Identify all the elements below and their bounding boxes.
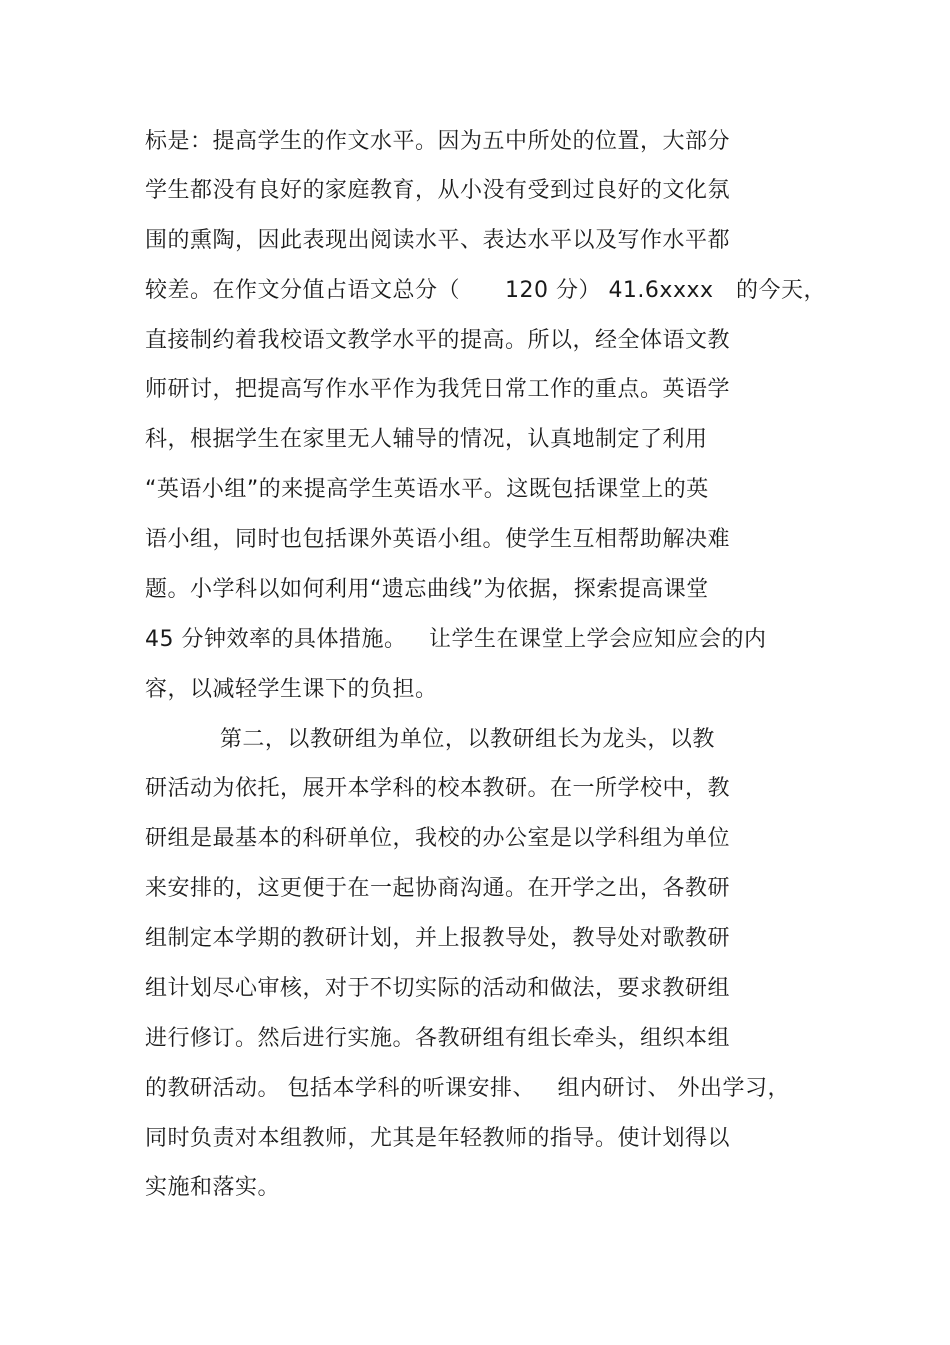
text-line-8: “英语小组”的来提高学生英语水平。这既包括课堂上的英 xyxy=(145,477,709,502)
text-line-20: 的教研活动。 包括本学科的听课安排、 组内研讨、 外出学习， xyxy=(145,1076,790,1101)
text-line-10: 题。小学科以如何利用“遗忘曲线”为依据，探索提高课堂 xyxy=(145,577,709,602)
text-line-17: 组制定本学期的教研计划，并上报教导处，教导处对歌教研 xyxy=(145,926,731,951)
text-line-19: 进行修订。然后进行实施。各教研组有组长牵头，组织本组 xyxy=(145,1026,731,1051)
text-line-5: 直接制约着我校语文教学水平的提高。所以，经全体语文教 xyxy=(145,328,731,353)
text-line-18: 组计划尽心审核，对于不切实际的活动和做法，要求教研组 xyxy=(145,976,731,1001)
text-line-1: 标是：提高学生的作文水平。因为五中所处的位置，大部分 xyxy=(145,129,731,154)
text-line-11: 45 分钟效率的具体措施。 让学生在课堂上学会应知应会的内 xyxy=(145,627,767,652)
text-line-12: 容，以减轻学生课下的负担。 xyxy=(145,677,438,702)
text-line-15: 研组是最基本的科研单位，我校的办公室是以学科组为单位 xyxy=(145,826,731,851)
text-line-9: 语小组，同时也包括课外英语小组。使学生互相帮助解决难 xyxy=(145,527,731,552)
text-line-3: 围的熏陶，因此表现出阅读水平、表达水平以及写作水平都 xyxy=(145,228,731,253)
text-line-4: 较差。在作文分值占语文总分（ 120 分） 41.6xxxx 的今天， xyxy=(145,278,826,303)
text-line-2: 学生都没有良好的家庭教育，从小没有受到过良好的文化氛 xyxy=(145,178,731,203)
text-line-16: 来安排的，这更便于在一起协商沟通。在开学之出，各教研 xyxy=(145,876,731,901)
text-line-14: 研活动为依托，展开本学科的校本教研。在一所学校中，教 xyxy=(145,776,731,801)
text-line-13: 第二，以教研组为单位，以教研组长为龙头，以教 xyxy=(145,727,715,752)
text-line-6: 师研讨，把提高写作水平作为我凭日常工作的重点。英语学 xyxy=(145,377,731,402)
text-line-7: 科，根据学生在家里无人辅导的情况，认真地制定了利用 xyxy=(145,427,708,452)
text-line-21: 同时负责对本组教师，尤其是年轻教师的指导。使计划得以 xyxy=(145,1126,731,1151)
text-line-22: 实施和落实。 xyxy=(145,1175,281,1200)
